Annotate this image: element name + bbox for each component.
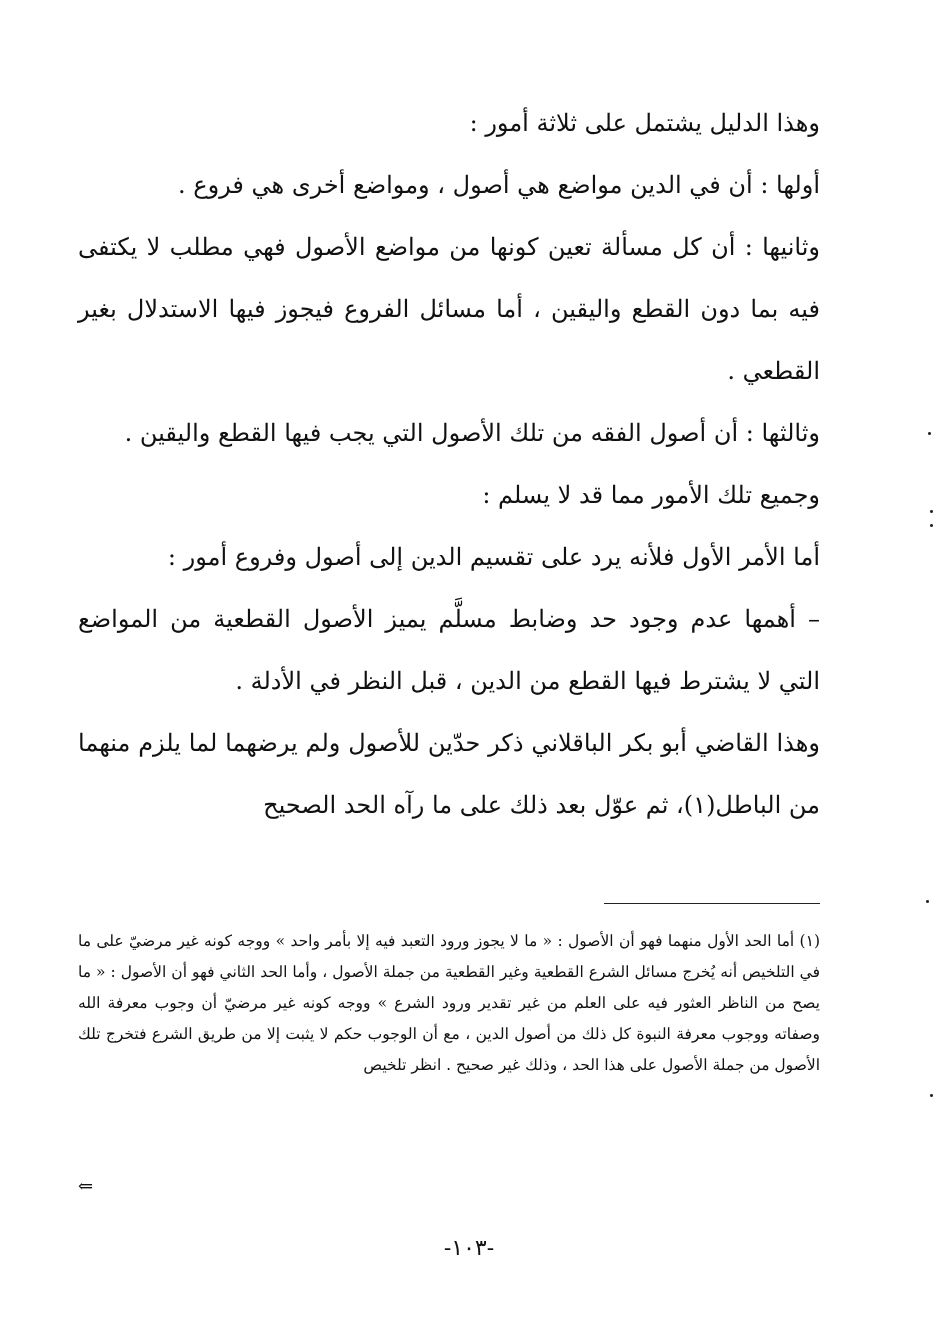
paragraph-8: وهذا القاضي أبو بكر الباقلاني ذكر حدّين للأصول ولم يرضهما لما يلزم منهما من الباطل(١)، ثم عوّل بعد ذلك على ما رآه الحد الصحيح — [78, 729, 820, 819]
paragraph-4: وثالثها : أن أصول الفقه من تلك الأصول التي يجب فيها القطع واليقين . — [124, 419, 820, 447]
footnote-divider — [604, 903, 820, 904]
main-text — [78, 92, 820, 836]
footnotes — [78, 926, 820, 1081]
paragraph-7: – أهمها عدم وجود حد وضابط مسلَّم يميز الأصول القطعية من المواضع التي لا يشترط فيها القطع من الدين ، قبل النظر في الأدلة . — [78, 605, 820, 695]
paragraph-5: وجميع تلك الأمور مما قد لا يسلم : — [482, 481, 820, 509]
page-number: -١٠٣- — [443, 1236, 495, 1261]
scan-speck — [930, 524, 933, 527]
scan-speck — [928, 432, 931, 435]
scan-speck — [930, 1094, 933, 1097]
paragraph-2: أولها : أن في الدين مواضع هي أصول ، ومواضع أخرى هي فروع . — [178, 171, 820, 199]
paragraph-3: وثانيها : أن كل مسألة تعين كونها من مواضع الأصول فهي مطلب لا يكتفى فيه بما دون القطع واليقين ، أما مسائل الفروع فيجوز فيها الاستدلال بغير القطعي . — [78, 233, 820, 385]
footnote-1: (١) أما الحد الأول منهما فهو أن الأصول : « ما لا يجوز ورود التعبد فيه إلا بأمر واحد » ووجه كونه غير مرضيّ على ما في التلخيص أنه يُخرج مسائل الشرع القطعية وغير القطعية من جملة الأصول ، وأما الحد الثاني فهو أن الأصول : « ما يصح من الناظر العثور فيه على العلم من غير تقدير ورود الشرع » ووجه كونه غير مرضيّ أن وجوب معرفة الله وصفاته ووجوب معرفة النبوة كل ذلك من أصول الدين ، مع أن الوجوب حكم لا يثبت إلا من طريق الشرع فتخرج تلك الأصول من جملة الأصول على هذا الحد ، وذلك غير صحيح . انظر تلخيص — [78, 932, 820, 1074]
paragraph-6: أما الأمر الأول فلأنه يرد على تقسيم الدين إلى أصول وفروع أمور : — [167, 543, 820, 571]
scan-speck — [930, 510, 933, 513]
paragraph-1: وهذا الدليل يشتمل على ثلاثة أمور : — [469, 109, 820, 137]
continuation-arrow-icon: ⇐ — [78, 1176, 94, 1197]
scan-speck — [926, 900, 929, 903]
